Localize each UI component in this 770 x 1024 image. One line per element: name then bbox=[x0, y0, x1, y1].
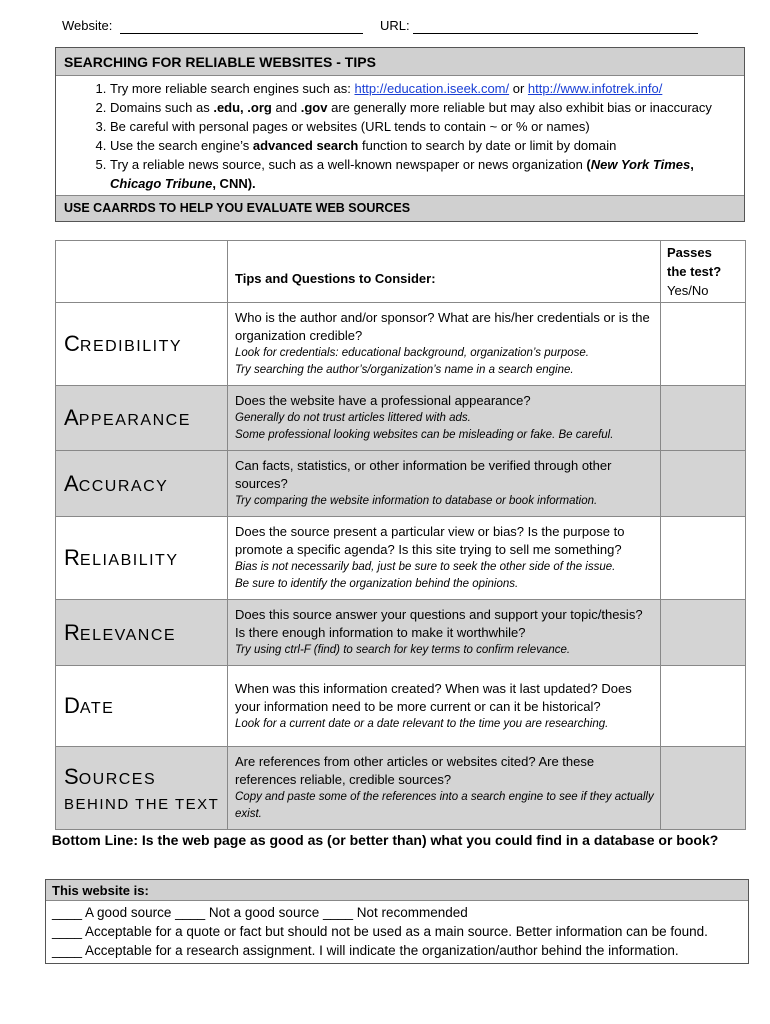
tip-item: 5. Try a reliable news source, such as a well-known newspaper or news organization (New York Times, Chicago Tribune, CNN). bbox=[110, 155, 736, 193]
tips-list bbox=[56, 76, 744, 195]
criterion-questions: Are references from other articles or websites cited? Are these references reliable, credible sources? Copy and paste some of the references into a search engine to see if they actually exist. bbox=[228, 747, 661, 830]
verdict-option[interactable]: ____ A good source ____ Not a good source ____ Not recommended bbox=[52, 905, 468, 920]
pass-cell[interactable] bbox=[661, 451, 746, 517]
criterion-sources: SOURCES BEHIND THE TEXT bbox=[56, 747, 228, 830]
url-field[interactable] bbox=[413, 33, 698, 34]
verdict-option[interactable]: ____ Acceptable for a quote or fact but should not be used as a main source. Better information can be found. bbox=[52, 924, 708, 939]
caarrds-table bbox=[55, 240, 746, 830]
tips-title: SEARCHING FOR RELIABLE WEBSITES - TIPS bbox=[56, 48, 744, 76]
caarrds-title: USE CAARRDS TO HELP YOU EVALUATE WEB SOURCES bbox=[56, 195, 744, 221]
tip-item: 3. Be careful with personal pages or websites (URL tends to contain ~ or % or names) bbox=[110, 117, 736, 136]
tip-item: 4. Use the search engine’s advanced search function to search by date or limit by domain bbox=[110, 136, 736, 155]
criterion-credibility: CREDIBILITY bbox=[56, 303, 228, 386]
table-row-credibility bbox=[56, 303, 746, 386]
criterion-date: DATE bbox=[56, 666, 228, 747]
table-row-relevance bbox=[56, 600, 746, 666]
criterion-questions: Does the source present a particular view or bias? Is the purpose to promote a specific agenda? Is this site trying to sell me something? Bias is not necessarily bad, just be sure to seek the other side of the issue. Be sure to identify the organization behind the opinions. bbox=[228, 517, 661, 600]
tip-item: 2. Domains such as .edu, .org and .gov are generally more reliable but may also exhibit bias or inaccuracy bbox=[110, 98, 736, 117]
bottom-line: Bottom Line: Is the web page as good as (or better than) what you could find in a database or book? bbox=[51, 832, 719, 848]
passes-column-header: Passes the test? Yes/No bbox=[661, 241, 746, 303]
criterion-questions: Can facts, statistics, or other information be verified through other sources? Try comparing the website information to database or book information. bbox=[228, 451, 661, 517]
url-label: URL: bbox=[380, 18, 410, 33]
pass-cell[interactable] bbox=[661, 517, 746, 600]
criterion-questions: Who is the author and/or sponsor? What are his/her credentials or is the organization credible? Look for credentials: educational background, organization’s purpose. Try searching the author’s/organization’s name in a search engine. bbox=[228, 303, 661, 386]
verdict-title: This website is: bbox=[46, 880, 748, 901]
header-row bbox=[62, 16, 702, 38]
table-row-appearance bbox=[56, 386, 746, 451]
table-row-reliability bbox=[56, 517, 746, 600]
table-header-row bbox=[56, 241, 746, 303]
criterion-relevance: RELEVANCE bbox=[56, 600, 228, 666]
pass-cell[interactable] bbox=[661, 666, 746, 747]
website-label: Website: bbox=[62, 18, 113, 33]
criterion-questions: When was this information created? When was it last updated? Does your information need to be more current or can it be historical? Look for a current date or a date relevant to the time you are researching. bbox=[228, 666, 661, 747]
pass-cell[interactable] bbox=[661, 303, 746, 386]
verdict-box bbox=[45, 879, 749, 964]
criterion-questions: Does this source answer your questions and support your topic/thesis? Is there enough information to make it worthwhile? Try using ctrl-F (find) to search for key terms to confirm relevance. bbox=[228, 600, 661, 666]
table-row-date bbox=[56, 666, 746, 747]
tips-column-header: Tips and Questions to Consider: bbox=[228, 241, 661, 303]
iseek-link[interactable]: http://education.iseek.com/ bbox=[354, 81, 510, 96]
criterion-questions: Does the website have a professional appearance? Generally do not trust articles littered with ads. Some professional looking websites can be misleading or fake. Be careful. bbox=[228, 386, 661, 451]
tip-item: 1. Try more reliable search engines such as: http://education.iseek.com/ or http://www.infotrek.info/ bbox=[110, 79, 736, 98]
pass-cell[interactable] bbox=[661, 747, 746, 830]
infotrek-link[interactable]: http://www.infotrek.info/ bbox=[527, 81, 663, 96]
criterion-accuracy: ACCURACY bbox=[56, 451, 228, 517]
tips-section bbox=[55, 47, 745, 222]
header-empty-cell bbox=[56, 241, 228, 303]
verdict-option[interactable]: ____ Acceptable for a research assignment. I will indicate the organization/author behind the information. bbox=[52, 943, 679, 958]
criterion-appearance: APPEARANCE bbox=[56, 386, 228, 451]
pass-cell[interactable] bbox=[661, 600, 746, 666]
website-field[interactable] bbox=[120, 33, 363, 34]
table-row-sources bbox=[56, 747, 746, 830]
criterion-reliability: RELIABILITY bbox=[56, 517, 228, 600]
table-row-accuracy bbox=[56, 451, 746, 517]
pass-cell[interactable] bbox=[661, 386, 746, 451]
